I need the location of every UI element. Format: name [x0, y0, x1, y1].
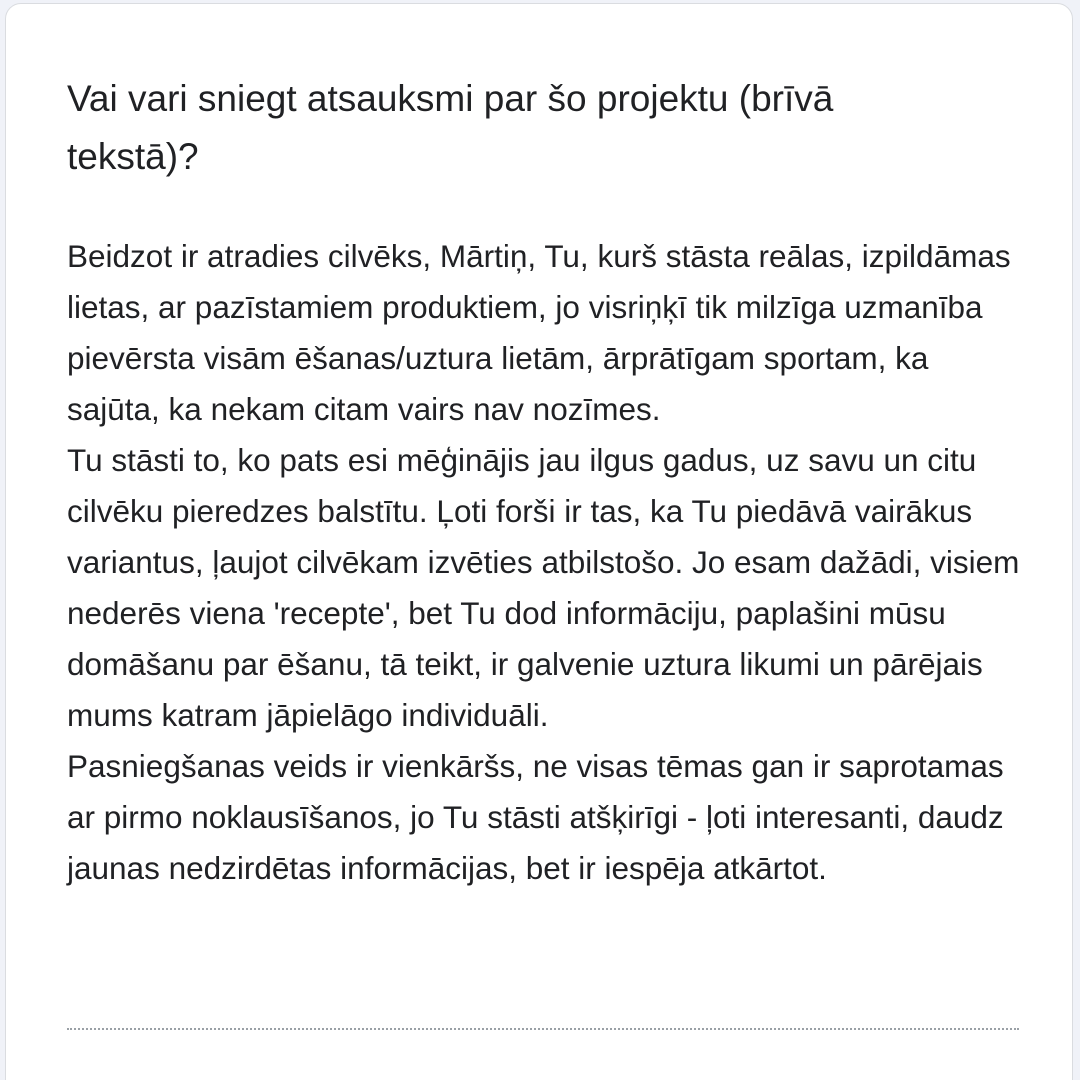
text-answer	[67, 231, 1027, 894]
question-card	[5, 3, 1073, 1080]
answer-paragraph: Pasniegšanas veids ir vienkāršs, ne visas tēmas gan ir saprotamas ar pirmo noklausīšanos, jo Tu stāsti atšķirīgi - ļoti interesanti, daudz jaunas nedzirdētas informācijas, bet ir iespēja atkārtot.	[67, 748, 1004, 886]
answer-paragraph: Tu stāsti to, ko pats esi mēģinājis jau ilgus gadus, uz savu un citu cilvēku pieredzes balstītu. Ļoti forši ir tas, ka Tu piedāvā vairākus variantus, ļaujot cilvēkam izvēties atbilstošo. Jo esam dažādi, visiem nederēs viena 'recepte', bet Tu dod informāciju, paplašini mūsu domāšanu par ēšanu, tā teikt, ir galvenie uztura likumi un pārējais mums katram jāpielāgo individuāli.	[67, 442, 1020, 733]
answer-underline	[67, 1028, 1019, 1030]
question-title: Vai vari sniegt atsauksmi par šo projektu (brīvā tekstā)?	[67, 78, 834, 177]
answer-paragraph: Beidzot ir atradies cilvēks, Mārtiņ, Tu, kurš stāsta reālas, izpildāmas lietas, ar pazīstamiem produktiem, jo visriņķī tik milzīga uzmanība pievērsta visām ēšanas/uztura lietām, ārprātīgam sportam, ka sajūta, ka nekam citam vairs nav nozīmes.	[67, 238, 1011, 427]
